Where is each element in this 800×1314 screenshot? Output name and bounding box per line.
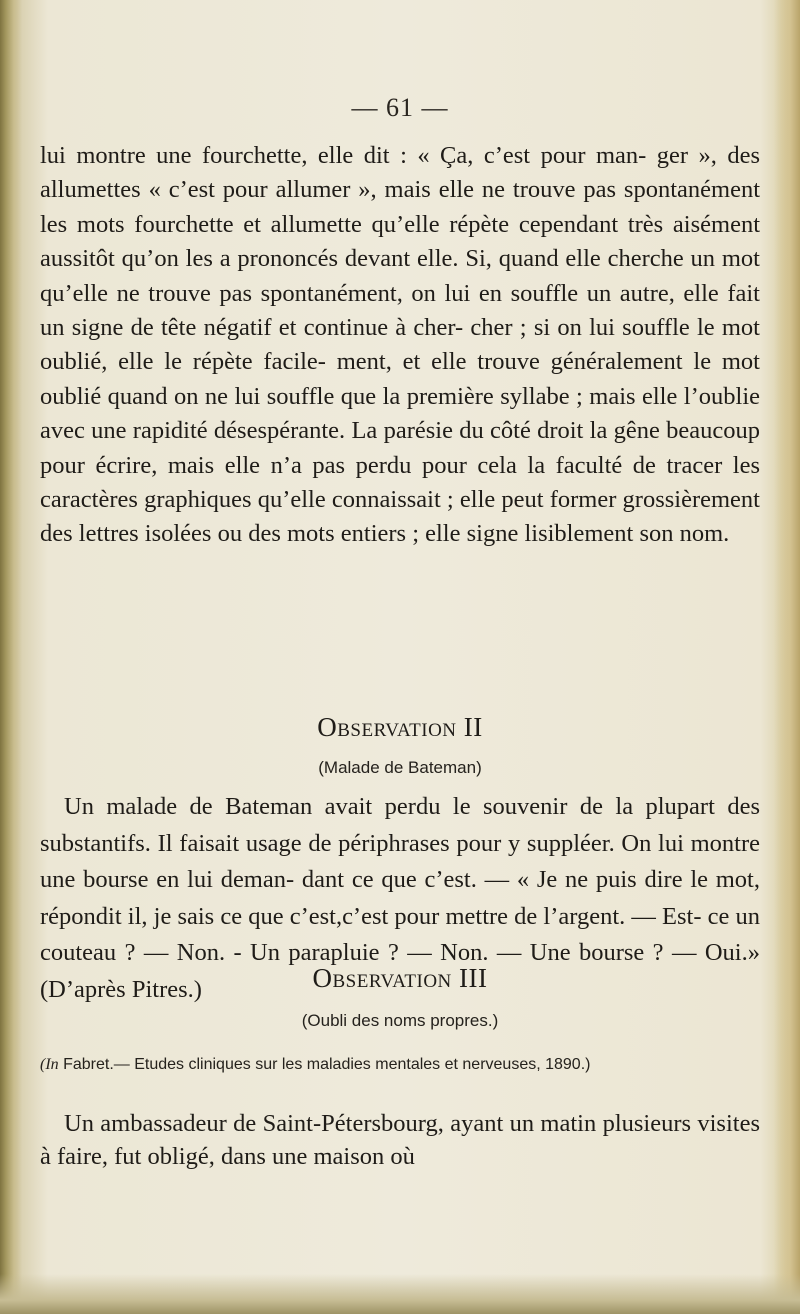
- observation-3-citation: [40, 1056, 780, 1074]
- paragraph-continuation: lui montre une fourchette, elle dit : « Ça, c’est pour man- ger », des allumettes « c’est pour allumer », mais elle ne trouve pas spontanément les mots fourchette et allumette qu’elle répète cependant très aisément aussitôt qu’on les a prononcés devant elle. Si, quand elle cherche un mot qu’elle ne trouve pas spontanément, on lui en souffle un autre, elle fait un signe de tête négatif et continue à cher- cher ; si on lui souffle le mot oublié, elle le répète facile- ment, et elle trouve généralement le mot oublié quand on ne lui souffle que la première syllabe ; mais elle l’oublie avec une rapidité désespérante. La parésie du côté droit la gêne beaucoup pour écrire, mais elle n’a pas perdu pour cela la faculté de tracer les caractères graphiques qu’elle connaissait ; elle peut former grossièrement des lettres isolées ou des mots entiers ; elle signe lisiblement son nom.: [40, 142, 760, 548]
- paragraph-bateman-case: Un malade de Bateman avait perdu le souvenir de la plupart des substantifs. Il faisait usage de périphrases pour y suppléer. On lui montre une bourse en lui deman- dant ce que c’est. — « Je ne puis dire le mot, répondit il, je sais ce que c’est,c’est pour mettre de l’argent. — Est- ce un couteau ? — Non. - Un parapluie ? — Non. — Une bourse ? — Oui.» (D’après Pitres.): [40, 793, 760, 1003]
- page-bottom-shadow: [0, 1274, 800, 1314]
- observation-2-title: Observation II: [317, 712, 483, 742]
- observation-3-title: Observation III: [312, 963, 488, 993]
- paragraph-ambassador: Un ambassadeur de Saint-Pétersbourg, ayant un matin plusieurs visites à faire, fut obligé, dans une maison où: [40, 1110, 760, 1170]
- observation-2-subtitle: (Malade de Bateman): [318, 758, 482, 777]
- citation-text: Fabret.— Etudes cliniques sur les maladies mentales et nerveuses, 1890.): [58, 1056, 591, 1073]
- observation-3-subtitle: (Oubli des noms propres.): [301, 1011, 499, 1030]
- page-number: — 61 —: [351, 93, 449, 122]
- citation-prefix: (In: [40, 1056, 59, 1073]
